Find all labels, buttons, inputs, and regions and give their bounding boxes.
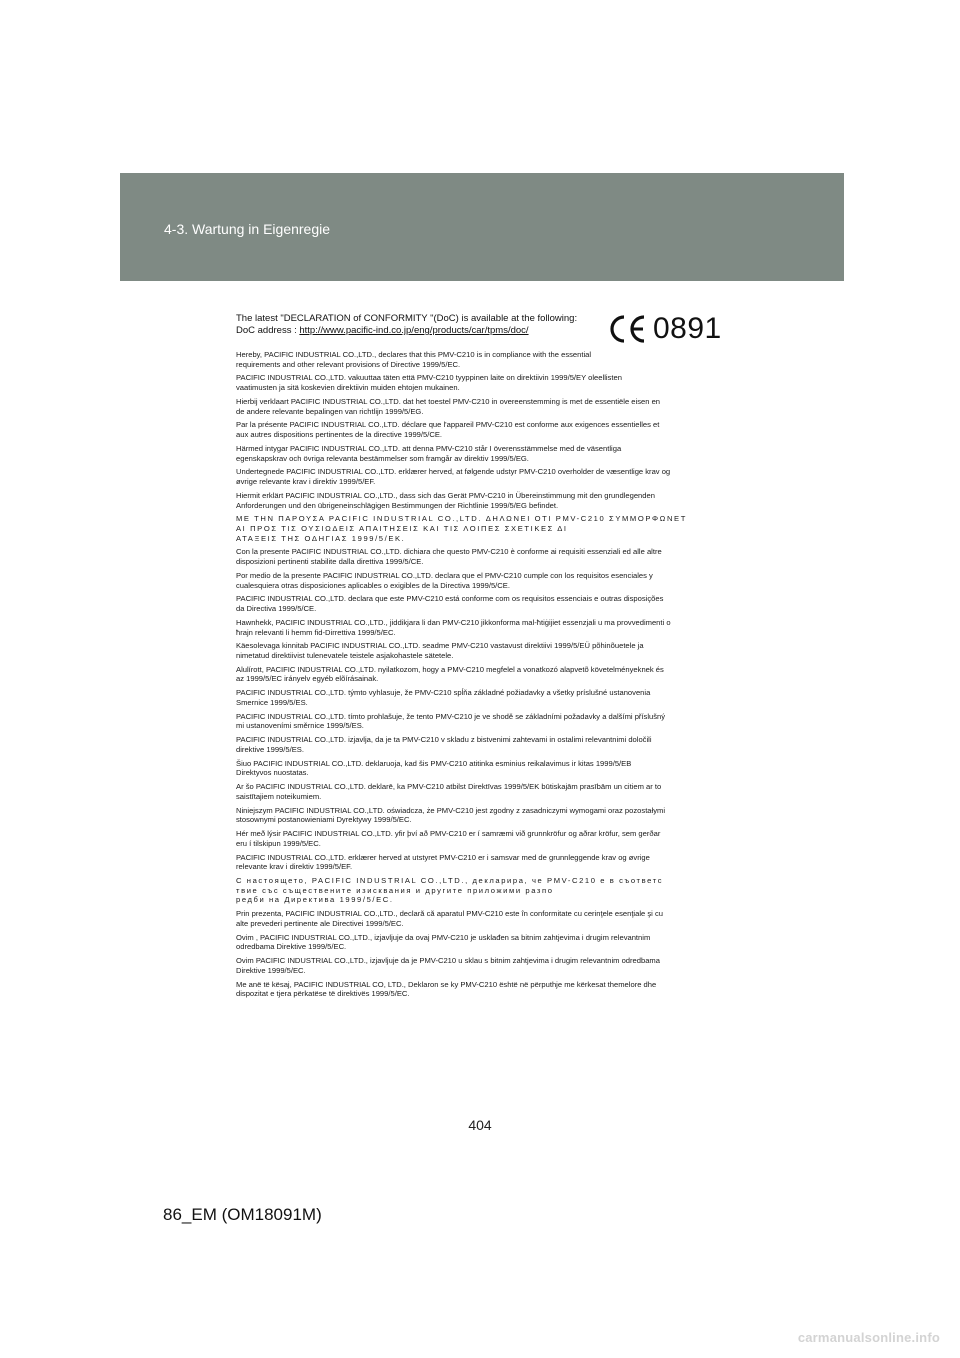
declaration-portuguese: PACIFIC INDUSTRIAL CO.,LTD. declara que este PMV-C210 está conforme com os requisitos essenciais e outras disposições da Directiva 1999/5/CE. <box>236 594 664 614</box>
declaration-slovak: PACIFIC INDUSTRIAL CO.,LTD. týmto vyhlasuje, že PMV-C210 spĺňa základné požiadavky a všetky príslušné ustanovenia Smernice 1999/5/ES. <box>236 688 651 707</box>
declaration-hungarian: Alulírott, PACIFIC INDUSTRIAL CO.,LTD. nyilatkozom, hogy a PMV-C210 megfelel a vonatkozó alapvetõ követelményeknek és az 1999/5/EC irányelv egyéb elõírásainak. <box>236 664 664 684</box>
declaration-lithuanian: Šiuo PACIFIC INDUSTRIAL CO.,LTD. deklaruoja, kad šis PMV-C210 atitinka esminius reikalavimus ir kitas 1999/5/EB Direktyvos nuostatas. <box>236 758 632 778</box>
section-header-bar <box>120 173 844 281</box>
declaration-czech: PACIFIC INDUSTRIAL CO.,LTD. tímto prohlašuje, že tento PMV-C210 je ve shodě se základními požadavky a dalšími příslušný mi ustanoveními směrnice 1999/5/ES. <box>236 711 666 731</box>
doc-address-link[interactable]: http://www.pacific-ind.co.jp/eng/products/car/tpms/doc/ <box>299 325 529 336</box>
declaration-polish: Niniejszym PACIFIC INDUSTRIAL CO.,LTD. oświadcza, że PMV-C210 jest zgodny z zasadniczymi wymogami oraz pozostałymi stosownymi postanowieniami Dyrektywy 1999/5/EC. <box>236 805 666 825</box>
declaration-estonian: Käesolevaga kinnitab PACIFIC INDUSTRIAL CO.,LTD. seadme PMV-C210 vastavust direktiivi 1999/5/EÜ põhinõuetele ja nimetatud direktiivist tulenevatele teistele asjakohastele sätetele. <box>236 641 644 660</box>
declaration-latvian: Ar šo PACIFIC INDUSTRIAL CO.,LTD. deklarē, ka PMV-C210 atbilst Direktīvas 1999/5/EK būtiskajām prasībām un citiem ar to saistītajiem noteikumiem. <box>236 782 662 801</box>
declaration-danish: Undertegnede PACIFIC INDUSTRIAL CO.,LTD. erklærer herved, at følgende udstyr PMV-C210 overholder de væsentlige krav og øvrige relevante krav i direktiv 1999/5/EF. <box>236 467 671 487</box>
declaration-finnish: PACIFIC INDUSTRIAL CO.,LTD. vakuuttaa täten että PMV-C210 tyyppinen laite on direktiivin 1999/5/EY oleellisten vaatimusten ja sitä koskevien direktiivin muiden ehtojen mukainen. <box>236 373 622 393</box>
declaration-norwegian: PACIFIC INDUSTRIAL CO.,LTD. erklærer herved at utstyret PMV-C210 er i samsvar med de grunnleggende krav og øvrige relevante krav i direktiv 1999/5/EF. <box>236 852 650 872</box>
declaration-french: Par la présente PACIFIC INDUSTRIAL CO.,LTD. déclare que l'appareil PMV-C210 est conforme aux exigences essentielles et aux autres dispositions pertinentes de la directive 1999/5/CE. <box>236 420 660 440</box>
declaration-greek: ΜΕ ΤΗΝ ΠΑΡΟΥΣΑ PACIFIC INDUSTRIAL CO.,LTD. ΔΗΛΩΝΕΙ ΟΤΙ PMV-C210 ΣΥΜΜΟΡΦΩΝΕΤ ΑΙ ΠΡΟΣ ΤΙΣ ΟΥΣΙΩΔΕΙΣ ΑΠΑΙΤΗΣΕΙΣ ΚΑΙ ΤΙΣ ΛΟΙΠΕΣ ΣΧΕΤΙΚΕΣ ΔΙ ΑΤΑΞΕΙΣ ΤΗΣ ΟΔΗΓΙΑΣ 1999/5/ΕΚ. <box>236 514 687 543</box>
declaration-german: Hiermit erklärt PACIFIC INDUSTRIAL CO.,LTD., dass sich das Gerät PMV-C210 in Übereinstimmung mit den grundlegenden Anforderungen und den übrigeneinschlägigen Bestimmungen der Richtlinie 1999/5/EG befindet. <box>236 490 655 510</box>
declaration-albanian: Me anë të kësaj, PACIFIC INDUSTRIAL CO, LTD., Deklaron se ky PMV-C210 është në përputhje me kërkesat themelore dhe dispozitat e tjera përkatëse të direktivës 1999/5/EC. <box>236 979 657 999</box>
doc-address-label: DoC address : <box>236 325 300 336</box>
declaration-swedish: Härmed intygar PACIFIC INDUSTRIAL CO.,LTD. att denna PMV-C210 står I överensstämmelse med de väsentliga egenskapskrav och övriga relevanta bestämmelser som framgår av direktiv 1999/5/EG. <box>236 443 622 463</box>
declaration-croatian: Ovim PACIFIC INDUSTRIAL CO.,LTD., izjavljuje da je PMV-C210 u sklau s bitnim zahtjevima i drugim relevantnim odredbama Direktive 1999/5/EC. <box>236 956 660 975</box>
declaration-english: Hereby, PACIFIC INDUSTRIAL CO.,LTD., declares that this PMV-C210 is in compliance with the essential requirements and other relevant provisions of Directive 1999/5/EC. <box>236 350 592 369</box>
declaration-bulgarian: С настоящето, PACIFIC INDUSTRIAL CO.,LTD., декларира, че PMV-C210 е в съответс твие със съществените изисквания и другите приложими разпо редби на Директива 1999/5/ЕС. <box>236 876 664 905</box>
declaration-romanian: Prin prezenta, PACIFIC INDUSTRIAL CO.,LTD., declară că aparatul PMV-C210 este în conformitate cu cerinţele esenţiale şi cu alte prevederi pertinente ale Directivei 1999/5/EC. <box>236 909 663 928</box>
ce-conformity-mark <box>607 312 723 346</box>
declaration-maltese: Hawnhekk, PACIFIC INDUSTRIAL CO.,LTD., jiddikjara li dan PMV-C210 jikkonforma mal-ħtiġijiet essenzjali u ma provvedimenti o ħrajn relevanti li hemm fid-Dirrettiva 1999/5/EC. <box>236 617 671 637</box>
declaration-dutch: Hierbij verklaart PACIFIC INDUSTRIAL CO.,LTD. dat het toestel PMV-C210 in overeenstemming is met de essentiële eisen en de andere relevante bepalingen van richtlijn 1999/5/EG. <box>236 396 661 416</box>
declaration-icelandic: Hér með lýsir PACIFIC INDUSTRIAL CO.,LTD. yfir því að PMV-C210 er í samræmi við grunnkröfur og aðrar kröfur, sem gerðar eru í tilskipun 1999/5/EC. <box>236 829 661 848</box>
manual-code: 86_EM (OM18091M) <box>163 1205 322 1224</box>
doc-availability-note <box>236 313 616 337</box>
declaration-spanish: Por medio de la presente PACIFIC INDUSTRIAL CO.,LTD. declara que el PMV-C210 cumple con los requisitos esenciales y cualesquiera otras disposiciones aplicables o exigibles de la Directiva 1999/5/CE. <box>236 570 653 590</box>
ce-mark-icon <box>607 314 647 344</box>
doc-address-line <box>236 325 616 337</box>
declaration-italian: Con la presente PACIFIC INDUSTRIAL CO.,LTD. dichiara che questo PMV-C210 è conforme ai requisiti essenziali ed alle altre disposizioni pertinenti stabilite dalla direttiva 1999/5/CE. <box>236 547 662 567</box>
doc-availability-line: The latest "DECLARATION of CONFORMITY "(DoC) is available at the following: <box>236 313 578 324</box>
declarations-of-conformity <box>236 350 730 1003</box>
declaration-slovenian: PACIFIC INDUSTRIAL CO.,LTD. izjavlja, da je ta PMV-C210 v skladu z bistvenimi zahtevami in ostalimi relevantnimi določili direktive 1999/5/ES. <box>236 735 652 754</box>
section-title: 4-3. Wartung in Eigenregie <box>164 221 331 237</box>
watermark: carmanualsonline.info <box>797 1330 940 1345</box>
page-number: 404 <box>468 1117 492 1133</box>
notified-body-number: 0891 <box>653 312 722 345</box>
declaration-serbian: Ovim , PACIFIC INDUSTRIAL CO.,LTD., izjavljuje da ovaj PMV-C210 je usklađen sa bitnim zahtjevima i drugim relevantnim odredbama Direktive 1999/5/EC. <box>236 932 651 952</box>
